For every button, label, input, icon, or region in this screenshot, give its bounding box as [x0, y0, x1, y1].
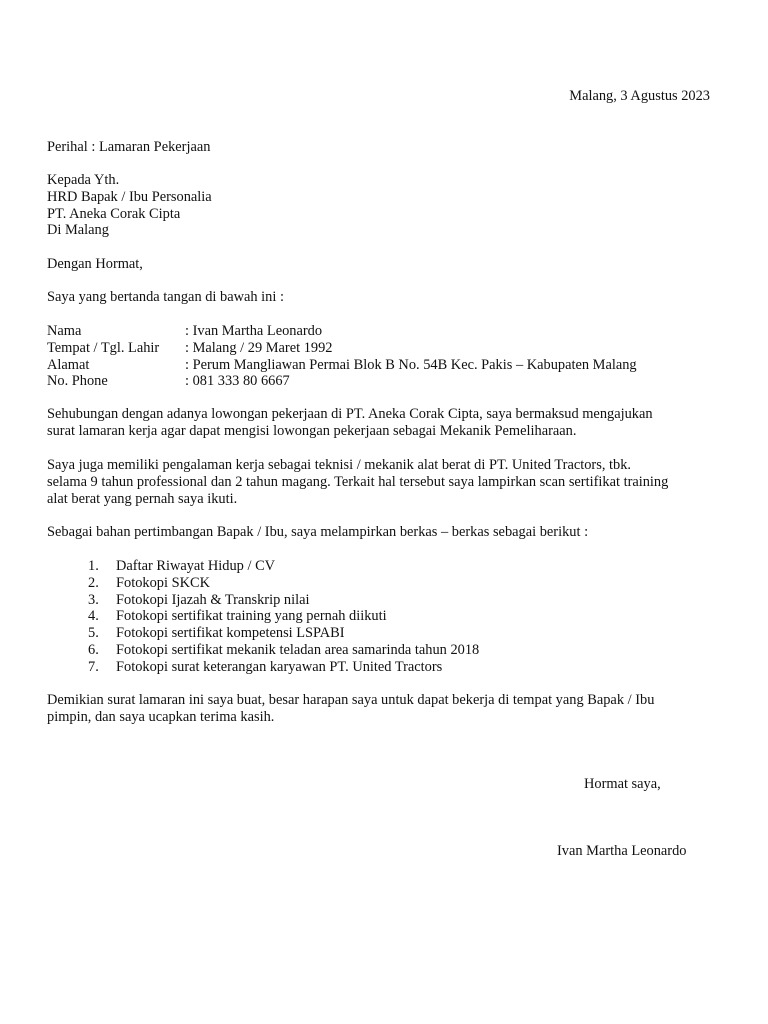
recipient-line: HRD Bapak / Ibu Personalia [47, 188, 212, 205]
list-item [88, 659, 479, 676]
list-number: 5. [88, 625, 99, 642]
attachment-list [88, 558, 479, 676]
paragraph-line: alat berat yang pernah saya ikuti. [47, 490, 238, 507]
list-text: Fotokopi sertifikat training yang pernah diikuti [116, 608, 387, 625]
paragraph-line: pimpin, dan saya ucapkan terima kasih. [47, 708, 275, 725]
paragraph-line: Saya juga memiliki pengalaman kerja sebagai teknisi / mekanik alat berat di PT. United Tractors, tbk. [47, 457, 632, 473]
paragraph-experience [47, 457, 737, 507]
identity-label: No. Phone [47, 373, 108, 390]
list-text: Fotokopi sertifikat mekanik teladan area samarinda tahun 2018 [116, 641, 480, 658]
recipient-line: Di Malang [47, 222, 109, 239]
identity-label: Alamat [47, 356, 90, 373]
paragraph-attachments-intro [47, 524, 737, 541]
letter-subject: Perihal : Lamaran Pekerjaan [47, 139, 211, 155]
list-number: 4. [88, 608, 99, 625]
recipient-block [47, 172, 212, 239]
list-item [88, 608, 479, 625]
salutation: Dengan Hormat, [47, 256, 143, 272]
list-text: Daftar Riwayat Hidup / CV [116, 558, 276, 574]
list-text: Fotokopi sertifikat kompetensi LSPABI [116, 625, 345, 642]
paragraph-line: surat lamaran kerja agar dapat mengisi lowongan pekerjaan sebagai Mekanik Pemeliharaan. [47, 422, 577, 439]
paragraph-line: Demikian surat lamaran ini saya buat, besar harapan saya untuk dapat bekerja di tempat yang Bapak / Ibu [47, 692, 655, 708]
paragraph-application [47, 406, 737, 440]
list-item [88, 625, 479, 642]
paragraph-line: Sehubungan dengan adanya lowongan pekerjaan di PT. Aneka Corak Cipta, saya bermaksud mengajukan [47, 406, 653, 422]
signatory-name: Ivan Martha Leonardo [557, 843, 687, 859]
paragraph-line: Sebagai bahan pertimbangan Bapak / Ibu, saya melampirkan berkas – berkas sebagai berikut : [47, 524, 589, 540]
list-item [88, 558, 479, 575]
identity-value: : Perum Mangliawan Permai Blok B No. 54B Kec. Pakis – Kabupaten Malang [185, 356, 637, 373]
identity-row [47, 373, 637, 390]
list-number: 6. [88, 641, 99, 658]
list-number: 1. [88, 558, 99, 574]
paragraph-closing [47, 692, 737, 726]
closing-phrase: Hormat saya, [584, 776, 661, 792]
recipient-line: Kepada Yth. [47, 172, 120, 188]
identity-value: : 081 333 80 6667 [185, 373, 290, 390]
list-number: 7. [88, 658, 99, 675]
paragraph-line: selama 9 tahun professional dan 2 tahun magang. Terkait hal tersebut saya lampirkan scan sertifikat training [47, 473, 669, 490]
letter-date: Malang, 3 Agustus 2023 [569, 88, 710, 104]
identity-value: : Malang / 29 Maret 1992 [185, 339, 333, 356]
identity-table [47, 323, 637, 390]
list-text: Fotokopi surat keterangan karyawan PT. United Tractors [116, 658, 443, 675]
list-item [88, 642, 479, 659]
identity-label: Tempat / Tgl. Lahir [47, 339, 160, 356]
identity-row [47, 323, 637, 340]
list-item [88, 575, 479, 592]
list-text: Fotokopi Ijazah & Transkrip nilai [116, 591, 310, 608]
intro-line: Saya yang bertanda tangan di bawah ini : [47, 289, 284, 305]
list-item [88, 592, 479, 609]
identity-label: Nama [47, 323, 82, 339]
list-number: 3. [88, 591, 99, 608]
identity-row [47, 340, 637, 357]
identity-row [47, 357, 637, 374]
identity-value: : Ivan Martha Leonardo [185, 323, 323, 339]
list-text: Fotokopi SKCK [116, 574, 210, 591]
recipient-line: PT. Aneka Corak Cipta [47, 205, 181, 222]
list-number: 2. [88, 574, 99, 591]
